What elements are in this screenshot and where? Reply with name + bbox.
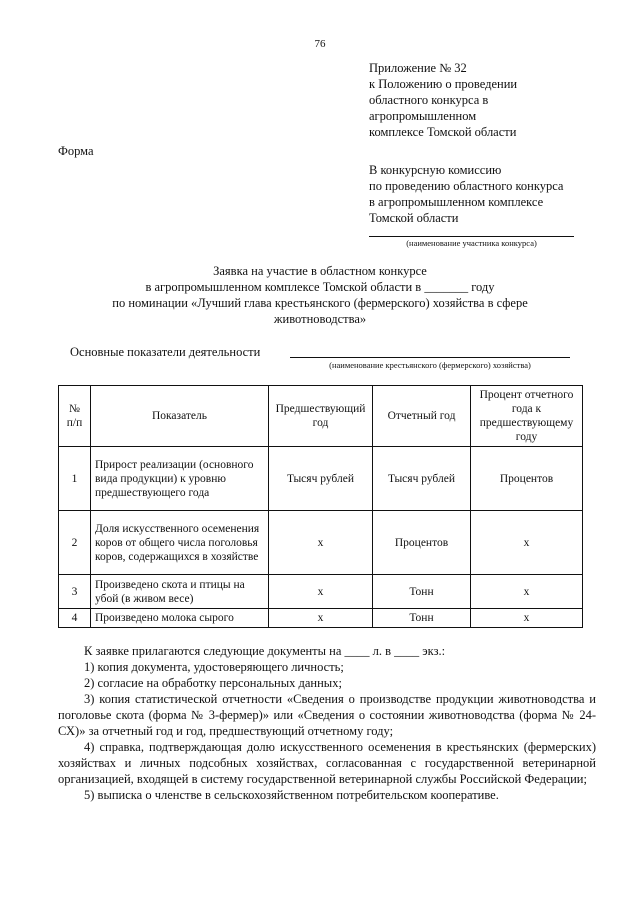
cell-indicator: Произведено молока сырого (91, 609, 269, 628)
cell-number: 2 (59, 511, 91, 575)
document-item: 2) согласие на обработку персональных данных; (84, 676, 342, 690)
farm-name-line (290, 357, 570, 358)
header-number: № п/п (59, 386, 91, 447)
table-row (59, 575, 583, 609)
document-item: 4) справка, подтверждающая долю искусственного осеменения в крестьянских (фермерских) хозяйствах и личных подсобных хозяйствах, согласованная с государственной ветеринарной организацией, входящей в систему государственной ветеринарной службы Российской Федерации; (58, 740, 596, 786)
appendix-line: Приложение № 32 (369, 61, 467, 75)
appendix-block (369, 60, 517, 140)
commission-block (369, 162, 563, 226)
cell-previous-year: х (269, 575, 373, 609)
cell-percent: х (471, 575, 583, 609)
cell-previous-year: х (269, 609, 373, 628)
documents-intro: К заявке прилагаются следующие документы на ____ л. в ____ экз.: (84, 644, 446, 658)
title-line: животноводства» (273, 312, 367, 326)
participant-name-line (369, 236, 574, 237)
document-item: 3) копия статистической отчетности «Сведения о производстве продукции животноводства и поголовье скота (форма № 3-фермер)» или «Сведения о состоянии животноводства (форма № 24-СХ)» за отчетный год и год, предшествующий отчетному году; (58, 692, 596, 738)
table-row (59, 609, 583, 628)
cell-previous-year: х (269, 511, 373, 575)
farm-name-caption: (наименование крестьянского (фермерского) хозяйства) (329, 360, 531, 370)
cell-reporting-year: Тонн (373, 609, 471, 628)
indicators-table (58, 385, 583, 628)
title-line: Заявка на участие в областном конкурсе (213, 264, 427, 278)
commission-line: Томской области (369, 211, 459, 225)
cell-previous-year: Тысяч рублей (269, 447, 373, 511)
cell-indicator: Произведено скота и птицы на убой (в живом весе) (91, 575, 269, 609)
cell-indicator: Прирост реализации (основного вида продукции) к уровню предшествующего года (91, 447, 269, 511)
cell-reporting-year: Тонн (373, 575, 471, 609)
participant-name-caption: (наименование участника конкурса) (406, 238, 537, 248)
cell-reporting-year: Процентов (373, 511, 471, 575)
table-header-row (59, 386, 583, 447)
cell-percent: Процентов (471, 447, 583, 511)
cell-percent: х (471, 609, 583, 628)
title-line: по номинации «Лучший глава крестьянского (фермерского) хозяйства в сфере (112, 296, 528, 310)
header-reporting-year: Отчетный год (373, 386, 471, 447)
form-label: Форма (58, 144, 94, 158)
attached-documents (58, 643, 596, 803)
table-row (59, 447, 583, 511)
appendix-line: областного конкурса в (369, 93, 489, 107)
title-line: в агропромышленном комплексе Томской области в _______ году (145, 280, 495, 294)
header-previous-year: Предшествующий год (269, 386, 373, 447)
page-number: 76 (314, 38, 326, 50)
cell-number: 4 (59, 609, 91, 628)
header-percent: Процент отчетного года к предшествующему году (471, 386, 583, 447)
appendix-line: к Положению о проведении (369, 77, 518, 91)
document-item: 5) выписка о членстве в сельскохозяйственном потребительском кооперативе. (84, 788, 499, 802)
document-item: 1) копия документа, удостоверяющего личность; (84, 660, 344, 674)
cell-percent: х (471, 511, 583, 575)
commission-line: по проведению областного конкурса (369, 179, 564, 193)
appendix-line: комплексе Томской области (369, 125, 517, 139)
cell-number: 3 (59, 575, 91, 609)
commission-line: в агропромышленном комплексе (369, 195, 544, 209)
main-indicators-label: Основные показатели деятельности (70, 345, 261, 359)
application-title (40, 263, 600, 327)
cell-number: 1 (59, 447, 91, 511)
commission-line: В конкурсную комиссию (369, 163, 502, 177)
table-row (59, 511, 583, 575)
header-indicator: Показатель (91, 386, 269, 447)
cell-indicator: Доля искусственного осеменения коров от общего числа поголовья коров, содержащихся в хозяйстве (91, 511, 269, 575)
cell-reporting-year: Тысяч рублей (373, 447, 471, 511)
appendix-line: агропромышленном (369, 109, 477, 123)
